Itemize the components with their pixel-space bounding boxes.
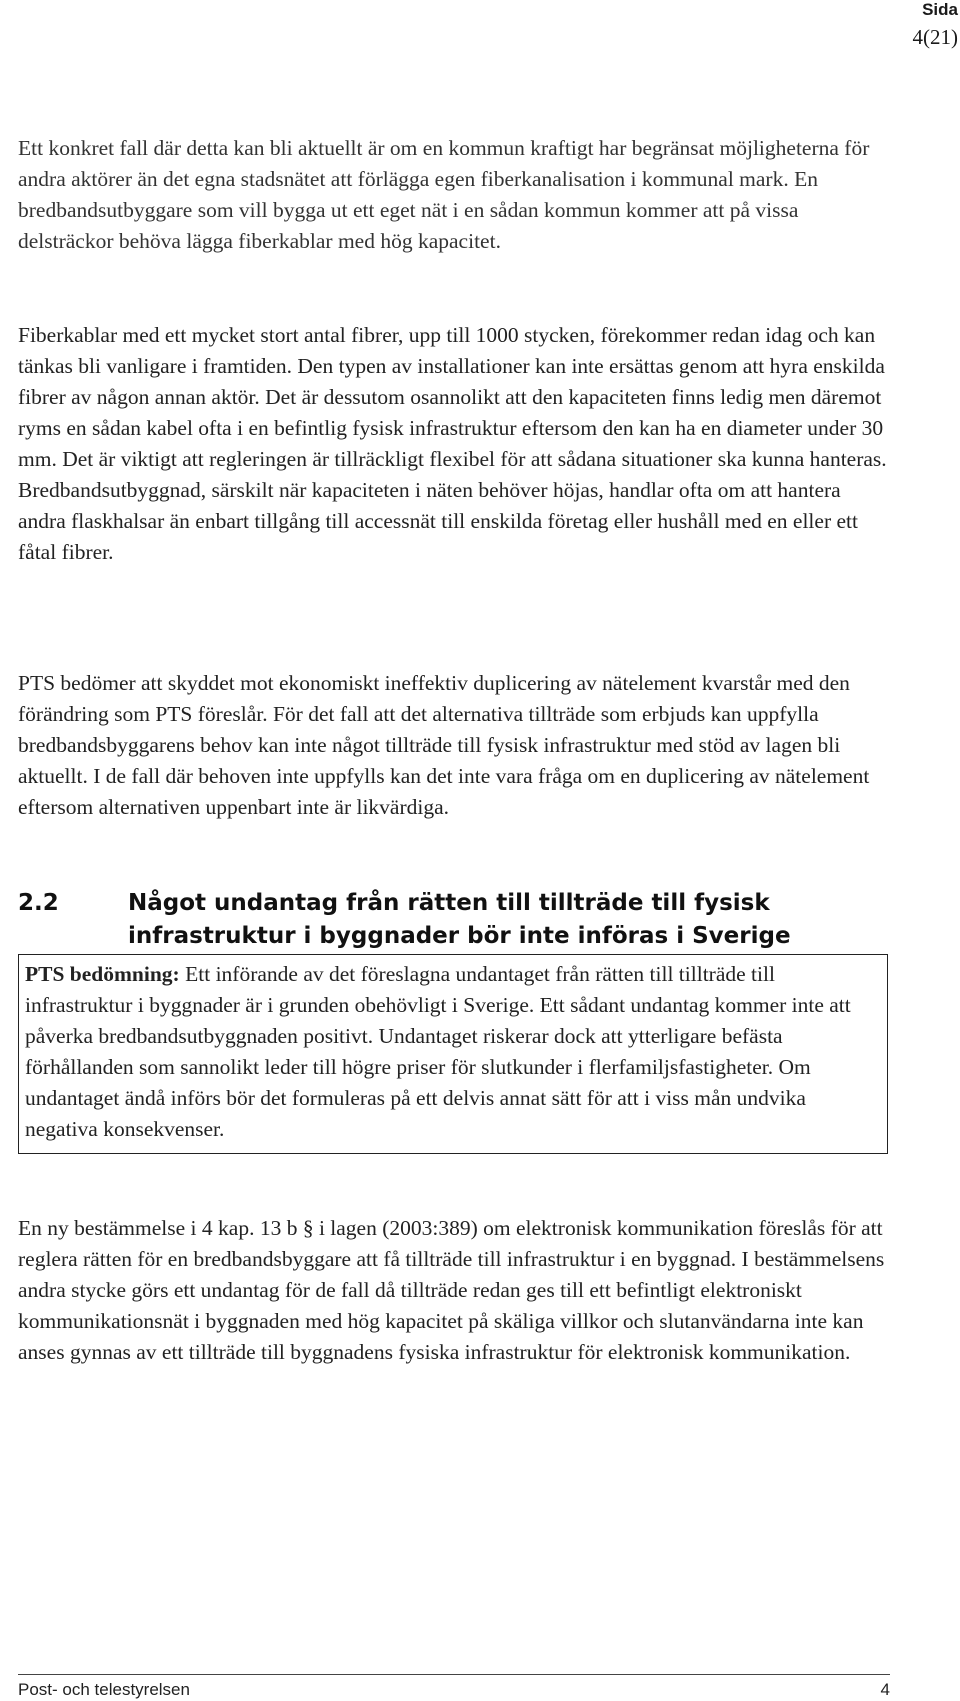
footer-page-number: 4 — [880, 1680, 890, 1699]
footer-divider — [18, 1674, 890, 1675]
assessment-label: PTS bedömning: — [25, 962, 180, 986]
page-counter: 4(21) — [912, 25, 958, 49]
assessment-text: Ett införande av det föreslagna undantaget från rätten till tillträde till infrastruktur i byggnader är i grunden obehövligt i Sverige. Ett sådant undantag kommer inte att påverka bredbandsutbyggnaden positivt. Undantaget riskerar dock att ytterligare befästa förhållanden som sannolikt leder till högre priser för slutkunder i flerfamiljsfastigheter. Om undantaget ändå införs bör det formuleras på ett delvis annat sätt för att i viss mån undvika negativa konsekvenser. — [25, 962, 851, 1141]
page-header — [878, 0, 960, 50]
paragraph-1: Ett konkret fall där detta kan bli aktuellt är om en kommun kraftigt har begränsat möjligheterna för andra aktörer än det egna stadsnätet att förlägga egen fiberkanalisation i kommunal mark. En bredbandsutbyggare som vill bygga ut ett eget nät i en sådan kommun kommer att på vissa delsträckor behöva lägga fiberkablar med hög kapacitet. — [18, 136, 870, 253]
paragraph-2: Fiberkablar med ett mycket stort antal fibrer, upp till 1000 stycken, förekommer redan idag och kan tänkas bli vanligare i framtiden. Den typen av installationer kan inte ersättas genom att hyra enskilda fibrer av någon annan aktör. Det är dessutom osannolikt att den kapaciteten finns ledig men däremot ryms en sådan kabel ofta i en befintlig fysisk infrastruktur eftersom den kan ha en diameter under 30 mm. Det är viktigt att regleringen är tillräckligt flexibel för att sådana situationer ska kunna hanteras. Bredbandsutbyggnad, särskilt när kapaciteten i näten behöver höjas, handlar ofta om att hantera andra flaskhalsar än enbart tillgång till accessnät till enskilda företag eller hushåll med en eller ett fåtal fibrer. — [18, 323, 887, 564]
paragraph-4: En ny bestämmelse i 4 kap. 13 b § i lagen (2003:389) om elektronisk kommunikation föreslås för att reglera rätten för en bredbandsbyggare att få tillträde till infrastruktur i en byggnad. I bestämmelsens andra stycke görs ett undantag för de fall då tillträde redan ges till ett befintligt elektroniskt kommunikationsnät i byggnaden med hög kapacitet på skäliga villkor och slutanvändarna inte kan anses gynnas av ett tillträde till byggnadens fysiska infrastruktur för elektronisk kommunikation. — [18, 1216, 885, 1364]
assessment-box — [18, 954, 888, 1154]
section-number: 2.2 — [18, 890, 59, 916]
footer-organization: Post- och telestyrelsen — [18, 1680, 190, 1699]
section-title: Något undantag från rätten till tillträde till fysisk infrastruktur i byggnader bör inte införas i Sverige — [128, 890, 791, 949]
paragraph-3: PTS bedömer att skyddet mot ekonomiskt ineffektiv duplicering av nätelement kvarstår med den förändring som PTS föreslår. För det fall att det alternativa tillträde som erbjuds kan uppfylla bredbandsbyggarens behov kan inte något tillträde till fysisk infrastruktur med stöd av lagen bli aktuellt. I de fall där behoven inte uppfylls kan det inte vara fråga om en duplicering av nätelement eftersom alternativen uppenbart inte är likvärdiga. — [18, 671, 870, 819]
page-label: Sida — [922, 0, 958, 19]
